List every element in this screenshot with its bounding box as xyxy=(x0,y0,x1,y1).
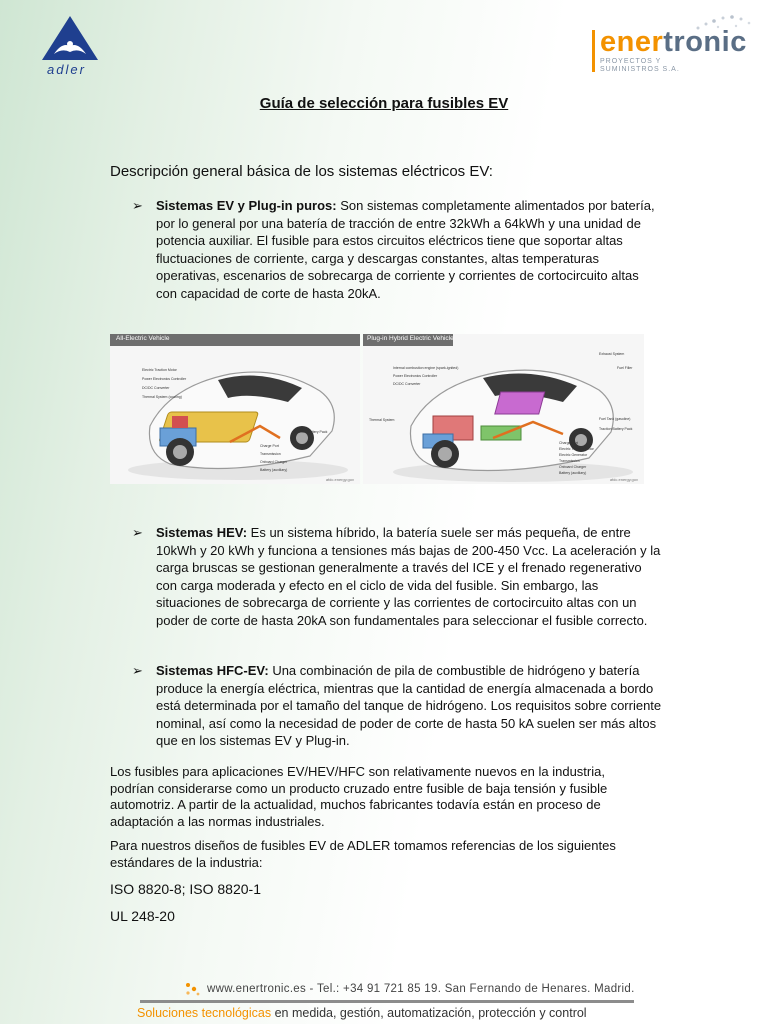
footer-tag-rest: en medida, gestión, automatización, protección y control xyxy=(271,1006,587,1020)
enertronic-accent-bar xyxy=(592,30,595,72)
bullet-hev xyxy=(156,524,662,629)
phev-label: Internal combustion engine (spark-ignited) xyxy=(393,366,459,370)
bullet-ev-plugin xyxy=(156,197,662,302)
section-title: Descripción general básica de los sistemas eléctricos EV: xyxy=(110,163,493,180)
phev-label: Fuel Tank (gasoline) xyxy=(599,417,631,421)
bullet-hfc-ev xyxy=(156,662,662,750)
paragraph-standards-intro: Para nuestros diseños de fusibles EV de ADLER tomamos referencias de los siguientes estándares de la industria: xyxy=(110,838,616,870)
bullet-text: Son sistemas completamente alimentados por batería, por lo general por una batería de tracción de entre 32kWh a 64kWh y una unidad de potencia auxiliar. El fusible para estos circuitos eléctricos tiene que soportar altas fluctuaciones de corriente, carga y descargas constantes, altas temperaturas operativas, escenarios de sobrecarga de corriente y corrientes de cortocircuito altas con capacidad de corte de hasta 20kA. xyxy=(156,198,655,301)
enertronic-subtitle xyxy=(600,58,680,74)
phev-label: Charge Port xyxy=(559,441,578,445)
phev-label: DC/DC Converter xyxy=(393,382,421,386)
ev-label: Thermal System (cooling) xyxy=(142,395,182,399)
ev-label: Onboard Charger xyxy=(260,460,288,464)
footer-contact: www.enertronic.es - Tel.: +34 91 721 85 19. San Fernando de Henares. Madrid. xyxy=(207,983,635,995)
phev-labels-bottom xyxy=(559,440,594,476)
dots-decoration-icon xyxy=(180,980,204,998)
phev-label: Transmission xyxy=(559,459,580,463)
ev-label: Power Electronics Controller xyxy=(142,377,187,381)
phev-diagram-title: Plug-in Hybrid Electric Vehicle xyxy=(367,335,454,342)
phev-label: Thermal System xyxy=(369,418,395,422)
ev-label: DC/DC Converter xyxy=(142,386,170,390)
bullet-term: Sistemas HEV: xyxy=(156,525,248,540)
phev-label: Electric Generator xyxy=(559,453,588,457)
standard-ul: UL 248-20 xyxy=(110,908,175,924)
ev-label: Charge Port xyxy=(260,444,279,448)
ev-credit: afdc.energy.gov xyxy=(325,477,354,482)
enertronic-part2: tronic xyxy=(663,26,747,58)
enertronic-sub-line2: SUMINISTROS S.A. xyxy=(600,66,680,73)
phev-label: Battery (auxiliary) xyxy=(559,471,587,475)
ev-label: Traction Battery Pack xyxy=(294,430,328,434)
ev-label: Transmission xyxy=(260,452,281,456)
enertronic-part1: ener xyxy=(600,26,664,58)
phev-label: Power Electronics Controller xyxy=(393,374,438,378)
phev-label: Fuel Filler xyxy=(617,366,633,370)
ev-labels-bottom xyxy=(260,442,287,474)
enertronic-sub-line1: PROYECTOS Y xyxy=(600,58,662,65)
standard-iso: ISO 8820-8; ISO 8820-1 xyxy=(110,881,261,897)
bullet-text: Una combinación de pila de combustible de hidrógeno y batería produce la energía eléctrica, mientras que la cantidad de energía almacenada a bordo está determinada por el tamaño del tanque de hidrógeno. Los requisitos sobre corriente nominal, así como la necesidad de poder de corte de hasta 50 kA suelen ser más altos que en los sistemas EV y Plug-in. xyxy=(156,663,662,748)
ev-label: Electric Traction Motor xyxy=(142,368,177,372)
ev-labels-left xyxy=(142,366,186,402)
phev-labels-right xyxy=(599,414,632,434)
paragraph-fuses: Los fusibles para aplicaciones EV/HEV/HFC son relativamente nuevos en la industria, podrían considerarse como un producto cruzado entre fusible de baja tensión y fusible automotriz. A partir de la actualidad, muchos fabricantes todavía están en proceso de adaptación a las normas industriales. xyxy=(110,764,608,829)
footer-tagline xyxy=(137,1006,587,1020)
bullet-term: Sistemas HFC-EV: xyxy=(156,663,269,678)
ev-diagram-image xyxy=(110,334,360,484)
page-title: Guía de selección para fusibles EV xyxy=(259,95,509,112)
bullet-text: Es un sistema híbrido, la batería suele ser más pequeña, de entre 10kWh y 20 kWh y funciona a tensiones más bajas de 200-450 Vcc. La aceleración y la carga bruscas se gestionan generalmente a través del ICE y el frenado regenerativo con carga moderada y efecto en el ciclo de vida del fusible. Sin embargo, las situaciones de sobrecarga de corriente y las corrientes de cortocircuito altas con un poder de corte de hasta 20kA son fundamentales para seleccionar el fusible correcto. xyxy=(156,525,661,628)
phev-label: Traction Battery Pack xyxy=(599,427,633,431)
arrow-bullet-icon: ➢ xyxy=(132,198,143,213)
phev-diagram-image xyxy=(363,334,644,484)
arrow-bullet-icon: ➢ xyxy=(132,663,143,678)
bullet-term: Sistemas EV y Plug-in puros: xyxy=(156,198,337,213)
phev-label: Electric Traction Motor xyxy=(559,447,594,451)
ev-diagram-title: All-Electric Vehicle xyxy=(116,335,170,342)
phev-labels-left xyxy=(393,364,458,388)
phev-label: Exhaust System xyxy=(599,352,625,356)
phev-credit: afdc.energy.gov xyxy=(609,477,638,482)
footer-tag-highlight: Soluciones tecnológicas xyxy=(137,1006,272,1020)
ev-label: Battery (auxiliary) xyxy=(260,468,288,472)
footer-divider xyxy=(140,1000,634,1003)
phev-label: Onboard Charger xyxy=(559,465,587,469)
enertronic-logo xyxy=(600,26,747,59)
arrow-bullet-icon: ➢ xyxy=(132,525,143,540)
adler-brand: adler xyxy=(47,62,86,77)
